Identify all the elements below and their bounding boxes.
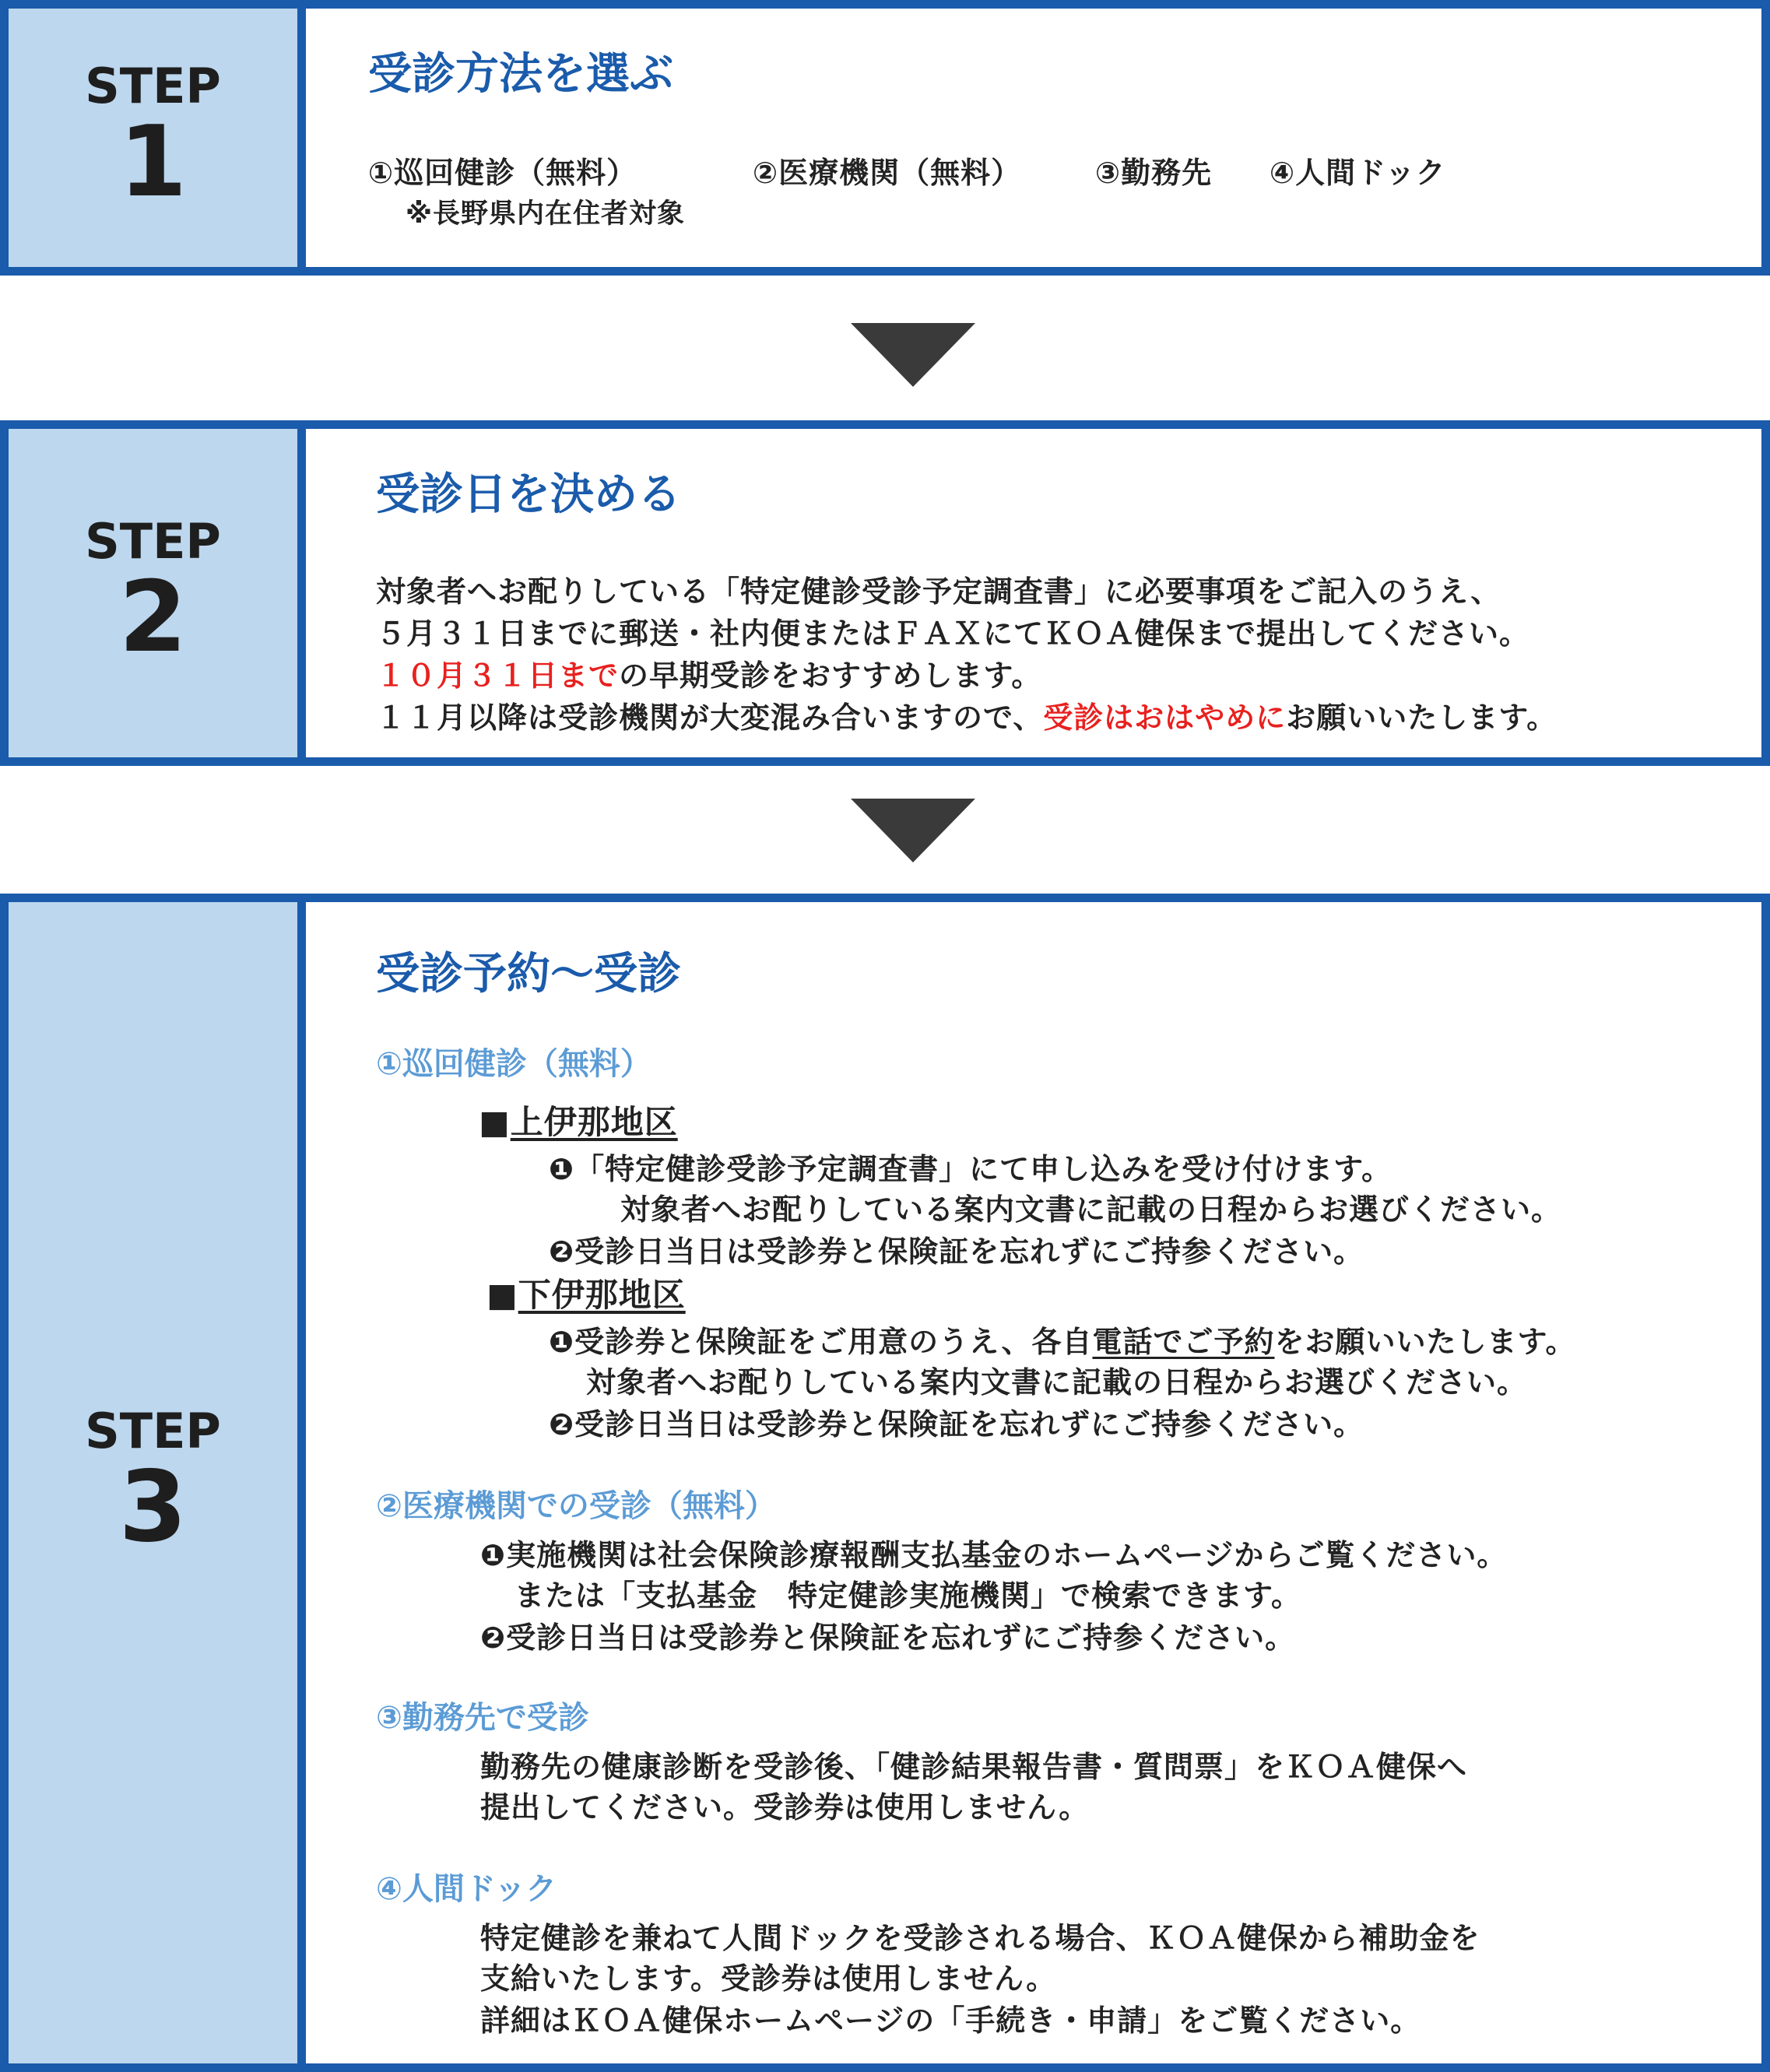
s3-line-1: 勤務先の健康診断を受診後、「健診結果報告書・質問票」をＫＯＡ健保へ — [480, 1750, 1468, 1784]
step2-content — [9, 429, 1761, 757]
s2-line-2: または「支払基金 特定健診実施機関」で検索できます。 — [514, 1579, 1301, 1613]
s3-line-2: 提出してください。受診券は使用しません。 — [480, 1790, 1090, 1824]
down-arrow-icon — [851, 323, 975, 387]
step3-content — [9, 902, 1761, 2063]
kamiina-line-2: 対象者へお配りしている案内文書に記載の日程からお選びください。 — [620, 1192, 1562, 1227]
step1-option-4: ④人間ドック — [1270, 156, 1446, 190]
step1-option-3: ③勤務先 — [1095, 156, 1213, 190]
step3-title: 受診予約～受診 — [376, 949, 681, 999]
step2-line-3-rest: の早期受診をおすすめします。 — [619, 658, 1042, 693]
step2-line-3 — [376, 651, 1041, 694]
step1-number: 1 — [118, 104, 188, 219]
step2-line-4-b: お願いいたします。 — [1286, 701, 1558, 735]
step2-line-1: 対象者へお配りしている「特定健診受診予定調査書」に必要事項をご記入のうえ、 — [376, 574, 1501, 609]
s4-line-1: 特定健診を兼ねて人間ドックを受診される場合、ＫＯＡ健保から補助金を — [480, 1921, 1480, 1955]
kamiina-line-3: ❷受診日当日は受診券と保険証を忘れずにご持参ください。 — [549, 1234, 1364, 1269]
step3-s1-heading: ①巡回健診（無料） — [376, 1046, 651, 1082]
kamiina-line-1: ❶「特定健診受診予定調査書」にて申し込みを受け付けます。 — [549, 1152, 1392, 1186]
step1-content — [9, 9, 1761, 267]
shimoina-line-1 — [549, 1318, 1575, 1361]
step2-early-emphasis: 受診はおはやめに — [1043, 701, 1287, 735]
shimoina-phone-reservation: 電話でご予約 — [1092, 1325, 1275, 1359]
shimoina-line-1-a: ❶受診券と保険証をご用意のうえ、各自 — [549, 1325, 1093, 1359]
shimoina-heading — [486, 1270, 686, 1316]
s2-line-3: ❷受診日当日は受診券と保険証を忘れずにご持参ください。 — [480, 1621, 1296, 1655]
step2-deadline-emphasis: １０月３１日まで — [376, 658, 620, 693]
square-bullet-icon: ■ — [479, 1103, 511, 1141]
kamiina-label: 上伊那地区 — [510, 1103, 678, 1141]
step1-option-1: ①巡回健診（無料） — [368, 156, 637, 190]
step2-line-4 — [376, 694, 1557, 736]
step2-box — [0, 420, 1770, 766]
step2-line-2: ５月３１日までに郵送・社内便またはＦＡＸにてＫＯＡ健保まで提出してください。 — [376, 616, 1530, 651]
shimoina-line-2: 対象者へお配りしている案内文書に記載の日程からお選びください。 — [586, 1365, 1528, 1399]
s4-line-2: 支給いたします。受診券は使用しません。 — [480, 1961, 1057, 1996]
step1-note: ※長野県内在住者対象 — [406, 198, 686, 230]
step3-s2-heading: ②医療機関での受診（無料） — [376, 1488, 776, 1524]
step2-title: 受診日を決める — [376, 469, 681, 520]
kamiina-heading — [479, 1097, 678, 1143]
step3-box — [0, 894, 1770, 2072]
square-bullet-icon: ■ — [486, 1276, 518, 1314]
step3-number: 3 — [118, 1449, 188, 1564]
step2-line-4-a: １１月以降は受診機関が大変混み合いますので、 — [376, 701, 1044, 735]
shimoina-line-1-b: をお願いいたします。 — [1274, 1325, 1576, 1359]
step1-step-word: STEP — [85, 57, 221, 114]
step3-s3-heading: ③勤務先で受診 — [376, 1700, 589, 1736]
step3-s4-heading: ④人間ドック — [376, 1871, 557, 1907]
s2-line-1: ❶実施機関は社会保険診療報酬支払基金のホームページからご覧ください。 — [480, 1538, 1508, 1572]
shimoina-line-3: ❷受診日当日は受診券と保険証を忘れずにご持参ください。 — [549, 1407, 1364, 1442]
step1-box — [0, 0, 1770, 276]
down-arrow-icon — [851, 799, 975, 862]
step3-step-word: STEP — [85, 1402, 221, 1459]
s4-line-3: 詳細はＫＯＡ健保ホームページの「手続き・申請」をご覧ください。 — [480, 2004, 1421, 2038]
step2-number: 2 — [118, 559, 188, 674]
step1-title: 受診方法を選ぶ — [368, 49, 673, 100]
step1-option-2: ②医療機関（無料） — [753, 156, 1022, 190]
step2-step-word: STEP — [85, 512, 221, 570]
shimoina-label: 下伊那地区 — [518, 1276, 686, 1314]
